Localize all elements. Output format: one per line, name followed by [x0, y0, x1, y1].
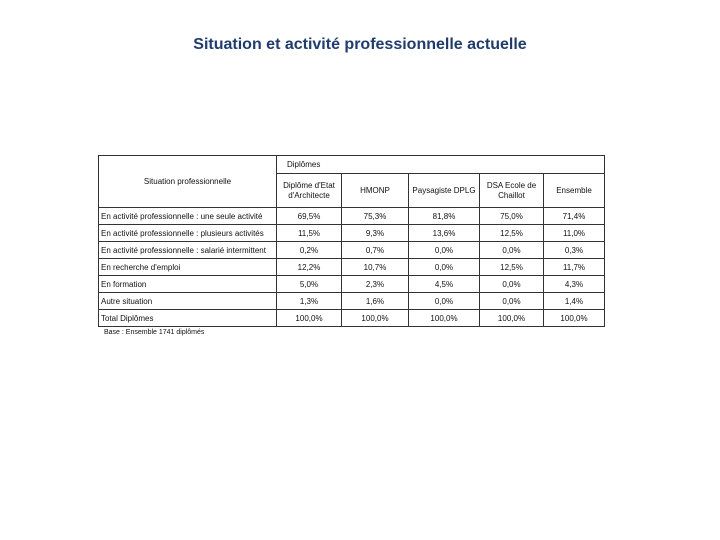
- row-label: En activité professionnelle : plusieurs activités: [99, 225, 277, 242]
- group-header-diplomes: Diplômes: [277, 156, 605, 174]
- table-cell: 0,2%: [277, 242, 342, 259]
- table-cell: 0,0%: [409, 293, 480, 310]
- table-cell: 0,0%: [409, 242, 480, 259]
- table-cell: 0,0%: [409, 259, 480, 276]
- column-header: DSA Ecole de Chaillot: [480, 174, 544, 208]
- results-table-container: [98, 155, 605, 327]
- table-cell: 75,3%: [342, 208, 409, 225]
- table-cell: 11,5%: [277, 225, 342, 242]
- table-cell: 100,0%: [544, 310, 605, 327]
- row-label: En formation: [99, 276, 277, 293]
- table-cell: 2,3%: [342, 276, 409, 293]
- row-label: Total Diplômes: [99, 310, 277, 327]
- table-cell: 0,0%: [480, 276, 544, 293]
- row-label: En recherche d'emploi: [99, 259, 277, 276]
- table-row: [99, 225, 605, 242]
- table-cell: 1,4%: [544, 293, 605, 310]
- table-row: [99, 276, 605, 293]
- table-row-total: [99, 310, 605, 327]
- table-cell: 100,0%: [409, 310, 480, 327]
- row-header-situation: Situation professionnelle: [99, 156, 277, 208]
- table-cell: 13,6%: [409, 225, 480, 242]
- table-row: [99, 259, 605, 276]
- row-label: En activité professionnelle : salarié intermittent: [99, 242, 277, 259]
- table-cell: 69,5%: [277, 208, 342, 225]
- column-header: Diplôme d'Etat d'Architecte: [277, 174, 342, 208]
- table-cell: 100,0%: [480, 310, 544, 327]
- table-cell: 75,0%: [480, 208, 544, 225]
- table-cell: 12,2%: [277, 259, 342, 276]
- table-row: [99, 208, 605, 225]
- table-cell: 100,0%: [277, 310, 342, 327]
- table-row: [99, 242, 605, 259]
- base-note: Base : Ensemble 1741 diplômés: [104, 329, 205, 336]
- column-header: Paysagiste DPLG: [409, 174, 480, 208]
- table-cell: 11,7%: [544, 259, 605, 276]
- table-cell: 12,5%: [480, 259, 544, 276]
- table-cell: 12,5%: [480, 225, 544, 242]
- table-cell: 0,7%: [342, 242, 409, 259]
- table-cell: 4,5%: [409, 276, 480, 293]
- table-cell: 100,0%: [342, 310, 409, 327]
- table-cell: 4,3%: [544, 276, 605, 293]
- table-row: [99, 293, 605, 310]
- results-table: [98, 155, 605, 327]
- table-cell: 71,4%: [544, 208, 605, 225]
- table-cell: 5,0%: [277, 276, 342, 293]
- table-cell: 0,0%: [480, 293, 544, 310]
- table-cell: 1,3%: [277, 293, 342, 310]
- table-cell: 0,0%: [480, 242, 544, 259]
- row-label: Autre situation: [99, 293, 277, 310]
- column-header: Ensemble: [544, 174, 605, 208]
- table-cell: 0,3%: [544, 242, 605, 259]
- row-label: En activité professionnelle : une seule activité: [99, 208, 277, 225]
- table-cell: 9,3%: [342, 225, 409, 242]
- table-cell: 10,7%: [342, 259, 409, 276]
- table-cell: 1,6%: [342, 293, 409, 310]
- table-cell: 11,0%: [544, 225, 605, 242]
- table-cell: 81,8%: [409, 208, 480, 225]
- slide-title: Situation et activité professionnelle actuelle: [193, 36, 527, 53]
- column-header: HMONP: [342, 174, 409, 208]
